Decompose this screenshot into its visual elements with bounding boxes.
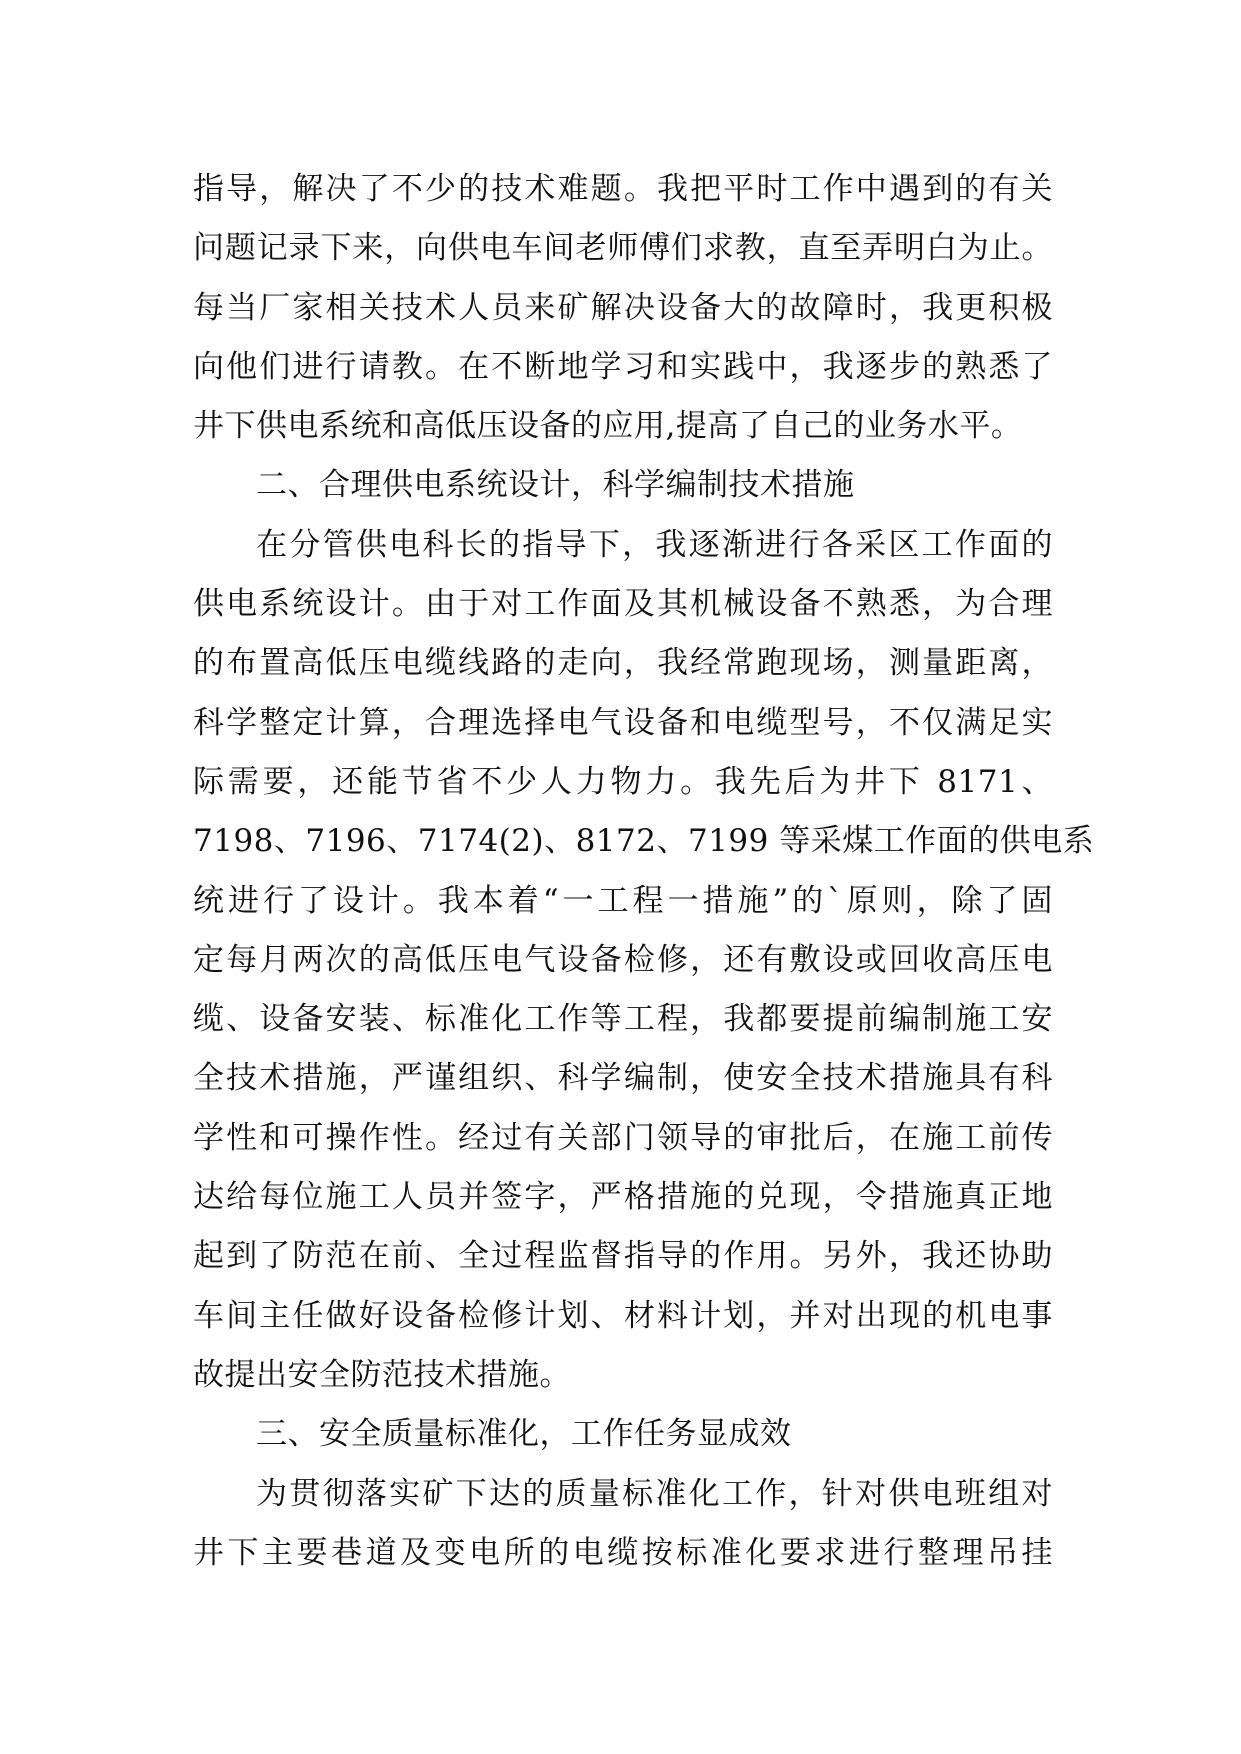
section-heading: 三、安全质量标准化，工作任务显成效 (256, 1416, 792, 1453)
text-line: 际需要，还能节省不少人力物力。我先后为井下 8171、 (193, 763, 1053, 800)
section-heading: 二、合理供电系统设计，科学编制技术措施 (256, 467, 855, 504)
text-line: 为贯彻落实矿下达的质量标准化工作，针对供电班组对 (256, 1475, 1053, 1512)
text-line: 向他们进行请教。在不断地学习和实践中，我逐步的熟悉了 (193, 348, 1053, 385)
text-line: 起到了防范在前、全过程监督指导的作用。另外，我还协助 (193, 1238, 1053, 1275)
text-line: 全技术措施，严谨组织、科学编制，使安全技术措施具有科 (193, 1060, 1053, 1097)
text-line: 7198、7196、7174(2)、8172、7199 等采煤工作面的供电系 (193, 823, 1095, 860)
text-line: 达给每位施工人员并签字，严格措施的兑现，令措施真正地 (193, 1179, 1053, 1216)
text-line: 在分管供电科长的指导下，我逐渐进行各采区工作面的 (256, 526, 1053, 563)
text-line: 统进行了设计。我本着“一工程一措施”的`原则，除了固 (193, 882, 1053, 919)
text-line: 每当厂家相关技术人员来矿解决设备大的故障时，我更积极 (193, 289, 1053, 326)
text-line: 问题记录下来，向供电车间老师傅们求教，直至弄明白为止。 (193, 230, 1053, 267)
text-line: 缆、设备安装、标准化工作等工程，我都要提前编制施工安 (193, 1001, 1053, 1038)
text-line: 车间主任做好设备检修计划、材料计划，并对出现的机电事 (193, 1297, 1053, 1334)
text-line: 学性和可操作性。经过有关部门领导的审批后，在施工前传 (193, 1119, 1053, 1156)
text-line: 定每月两次的高低压电气设备检修，还有敷设或回收高压电 (193, 941, 1053, 978)
document-body (193, 160, 1095, 1583)
text-line: 指导，解决了不少的技术难题。我把平时工作中遇到的有关 (193, 171, 1053, 207)
text-line: 科学整定计算，合理选择电气设备和电缆型号，不仅满足实 (193, 704, 1053, 741)
text-line: 故提出安全防范技术措施。 (193, 1356, 571, 1393)
text-line: 井下供电系统和高低压设备的应用,提高了自己的业务水平。 (193, 408, 1023, 445)
text-line: 井下主要巷道及变电所的电缆按标准化要求进行整理吊挂 (193, 1534, 1053, 1571)
text-line: 的布置高低压电缆线路的走向，我经常跑现场，测量距离， (193, 645, 1053, 682)
text-line: 供电系统设计。由于对工作面及其机械设备不熟悉，为合理 (193, 586, 1053, 623)
